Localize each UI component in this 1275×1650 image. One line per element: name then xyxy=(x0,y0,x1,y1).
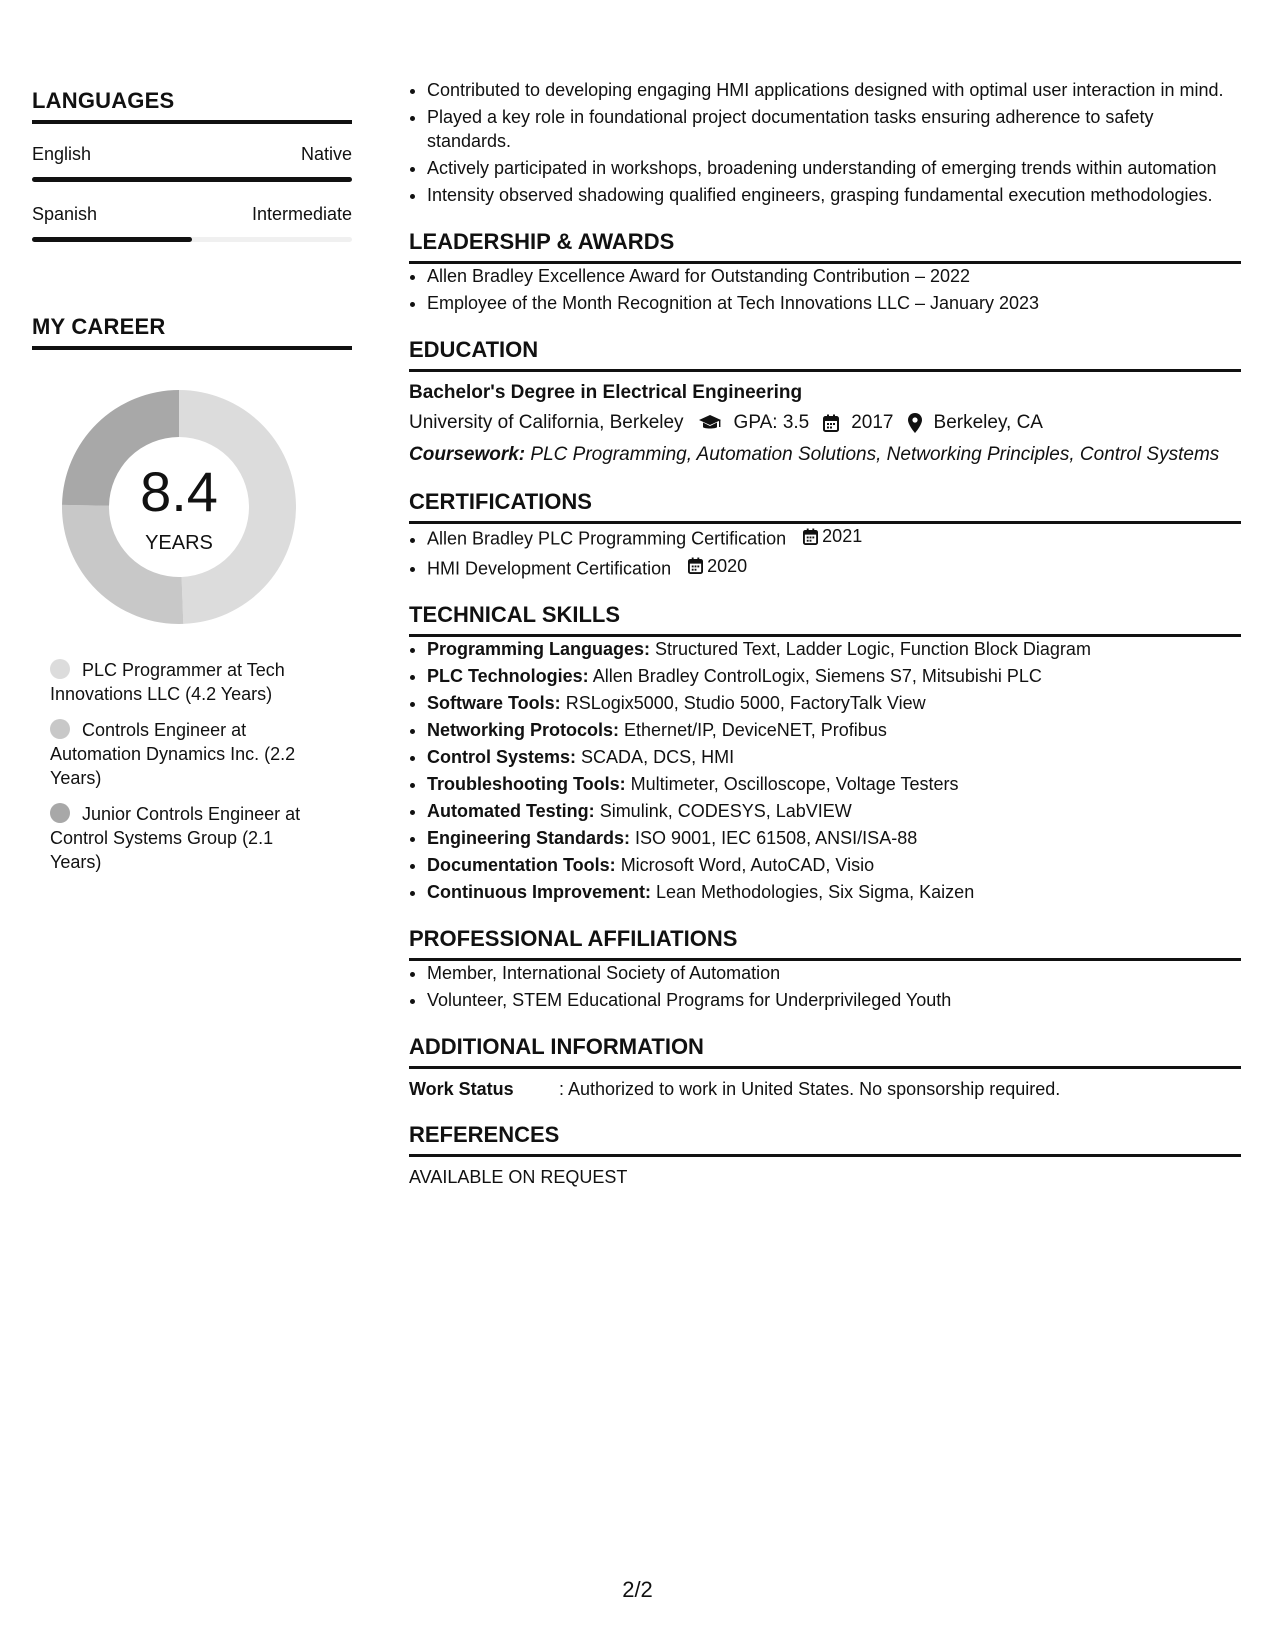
skill-label: Documentation Tools: xyxy=(427,855,616,875)
coursework-text: PLC Programming, Automation Solutions, Networking Principles, Control Systems xyxy=(530,444,1220,465)
work-status-row xyxy=(409,1079,1241,1100)
affiliation-item: • Volunteer, STEM Educational Programs for Underprivileged Youth xyxy=(427,988,1241,1012)
education-heading: EDUCATION xyxy=(409,337,1241,372)
references-heading: REFERENCES xyxy=(409,1122,1241,1157)
skill-item xyxy=(427,826,1241,850)
left-column xyxy=(32,88,352,886)
legend-label: Junior Controls Engineer at Control Systems Group (2.1 Years) xyxy=(50,804,301,872)
skill-value: Allen Bradley ControlLogix, Siemens S7, Mitsubishi PLC xyxy=(592,666,1042,686)
career-heading: MY CAREER xyxy=(32,314,352,350)
language-level: Intermediate xyxy=(251,204,352,224)
career-legend-item xyxy=(50,658,320,706)
certification-name: Allen Bradley PLC Programming Certification xyxy=(427,528,787,549)
coursework xyxy=(409,442,1241,467)
career-donut-chart xyxy=(54,382,304,632)
skill-item xyxy=(427,718,1241,742)
award-item: • Employee of the Month Recognition at Tech Innovations LLC – January 2023 xyxy=(427,291,1241,315)
leadership-section xyxy=(409,229,1241,315)
experience-bullet: • Contributed to developing engaging HMI applications designed with optimal user interaction in mind. xyxy=(427,78,1241,102)
certification-name: HMI Development Certification xyxy=(427,558,672,578)
skill-value: Simulink, CODESYS, LabVIEW xyxy=(599,801,852,821)
language-level: Native xyxy=(300,144,352,164)
skill-label: Control Systems: xyxy=(427,747,577,767)
affiliations-heading: PROFESSIONAL AFFILIATIONS xyxy=(409,926,1241,961)
skill-value: SCADA, DCS, HMI xyxy=(581,747,735,767)
certifications-section xyxy=(409,489,1241,580)
award-item: • Allen Bradley Excellence Award for Outstanding Contribution – 2022 xyxy=(427,264,1241,288)
technical-skills-section xyxy=(409,602,1241,904)
references-section xyxy=(409,1122,1241,1188)
skill-label: Continuous Improvement: xyxy=(427,882,651,902)
skill-label: Programming Languages: xyxy=(427,639,651,659)
leadership-heading: LEADERSHIP & AWARDS xyxy=(409,229,1241,264)
gpa: GPA: 3.5 xyxy=(733,412,810,433)
coursework-label: Coursework: xyxy=(409,444,526,465)
skill-value: Multimeter, Oscilloscope, Voltage Testers xyxy=(630,774,959,794)
skill-value: Structured Text, Ladder Logic, Function Block Diagram xyxy=(655,639,1091,659)
language-proficiency-bar xyxy=(32,177,352,182)
work-status-value: : Authorized to work in United States. No sponsorship required. xyxy=(559,1079,1061,1099)
education-details xyxy=(409,412,1241,434)
school-name: University of California, Berkeley xyxy=(409,412,684,433)
skill-item xyxy=(427,799,1241,823)
career-legend-item xyxy=(50,802,320,874)
page-number: 2/2 xyxy=(622,1577,653,1602)
additional-info-section xyxy=(409,1034,1241,1100)
certification-year: 2021 xyxy=(822,526,863,546)
career-legend xyxy=(50,658,320,874)
career-total-value: 8.4 xyxy=(140,460,218,523)
skill-value: RSLogix5000, Studio 5000, FactoryTalk View xyxy=(565,693,926,713)
skill-label: Troubleshooting Tools: xyxy=(427,774,626,794)
degree-title: Bachelor's Degree in Electrical Engineering xyxy=(409,382,803,403)
skill-item xyxy=(427,853,1241,877)
work-status-label: Work Status xyxy=(409,1079,514,1099)
additional-info-heading: ADDITIONAL INFORMATION xyxy=(409,1034,1241,1069)
skill-label: Engineering Standards: xyxy=(427,828,631,848)
certifications-heading: CERTIFICATIONS xyxy=(409,489,1241,524)
experience-bullet-list xyxy=(409,78,1241,207)
experience-bullet: • Actively participated in workshops, broadening understanding of emerging trends within automation xyxy=(427,156,1241,180)
references-text: AVAILABLE ON REQUEST xyxy=(409,1167,628,1187)
skill-value: Microsoft Word, AutoCAD, Visio xyxy=(620,855,875,875)
certification-item xyxy=(427,524,1241,551)
right-column xyxy=(409,78,1241,1188)
education-location: Berkeley, CA xyxy=(933,412,1043,433)
language-proficiency-fill xyxy=(32,237,192,242)
language-name: Spanish xyxy=(32,204,98,224)
graduation-year: 2017 xyxy=(851,412,894,433)
skill-item xyxy=(427,664,1241,688)
technical-skills-heading: TECHNICAL SKILLS xyxy=(409,602,1241,637)
skill-label: PLC Technologies: xyxy=(427,666,589,686)
legend-label: PLC Programmer at Tech Innovations LLC (4.2 Years) xyxy=(50,660,285,704)
certification-year: 2020 xyxy=(707,555,748,576)
calendar-icon xyxy=(803,528,818,545)
skill-label: Software Tools: xyxy=(427,693,561,713)
legend-dot-icon xyxy=(50,659,70,679)
language-proficiency-bar xyxy=(32,237,352,242)
language-item xyxy=(32,144,352,182)
legend-dot-icon xyxy=(50,803,70,823)
education-section xyxy=(409,337,1241,467)
career-total-unit: YEARS xyxy=(145,532,213,554)
legend-label: Controls Engineer at Automation Dynamics Inc. (2.2 Years) xyxy=(50,720,296,788)
skill-label: Automated Testing: xyxy=(427,801,595,821)
skill-item xyxy=(427,880,1241,904)
language-name: English xyxy=(32,144,92,164)
skill-label: Networking Protocols: xyxy=(427,720,620,740)
experience-bullet: • Played a key role in foundational project documentation tasks ensuring adherence to safety standards. xyxy=(427,105,1241,153)
career-legend-item xyxy=(50,718,320,790)
languages-heading: LANGUAGES xyxy=(32,88,352,124)
location-pin-icon xyxy=(908,413,922,433)
affiliation-item: • Member, International Society of Automation xyxy=(427,961,1241,985)
skill-value: ISO 9001, IEC 61508, ANSI/ISA-88 xyxy=(635,828,918,848)
graduation-cap-icon xyxy=(698,414,722,432)
calendar-icon xyxy=(823,414,839,432)
legend-dot-icon xyxy=(50,719,70,739)
calendar-icon xyxy=(688,557,703,574)
skill-item xyxy=(427,637,1241,661)
skill-item xyxy=(427,745,1241,769)
affiliations-section xyxy=(409,926,1241,1012)
certification-item xyxy=(427,554,1241,581)
experience-bullet: • Intensity observed shadowing qualified engineers, grasping fundamental execution methodologies. xyxy=(427,183,1241,207)
skill-value: Lean Methodologies, Six Sigma, Kaizen xyxy=(656,882,975,902)
skill-item xyxy=(427,691,1241,715)
skill-item xyxy=(427,772,1241,796)
language-item xyxy=(32,204,352,242)
skill-value: Ethernet/IP, DeviceNET, Profibus xyxy=(624,720,887,740)
language-proficiency-fill xyxy=(32,177,352,182)
